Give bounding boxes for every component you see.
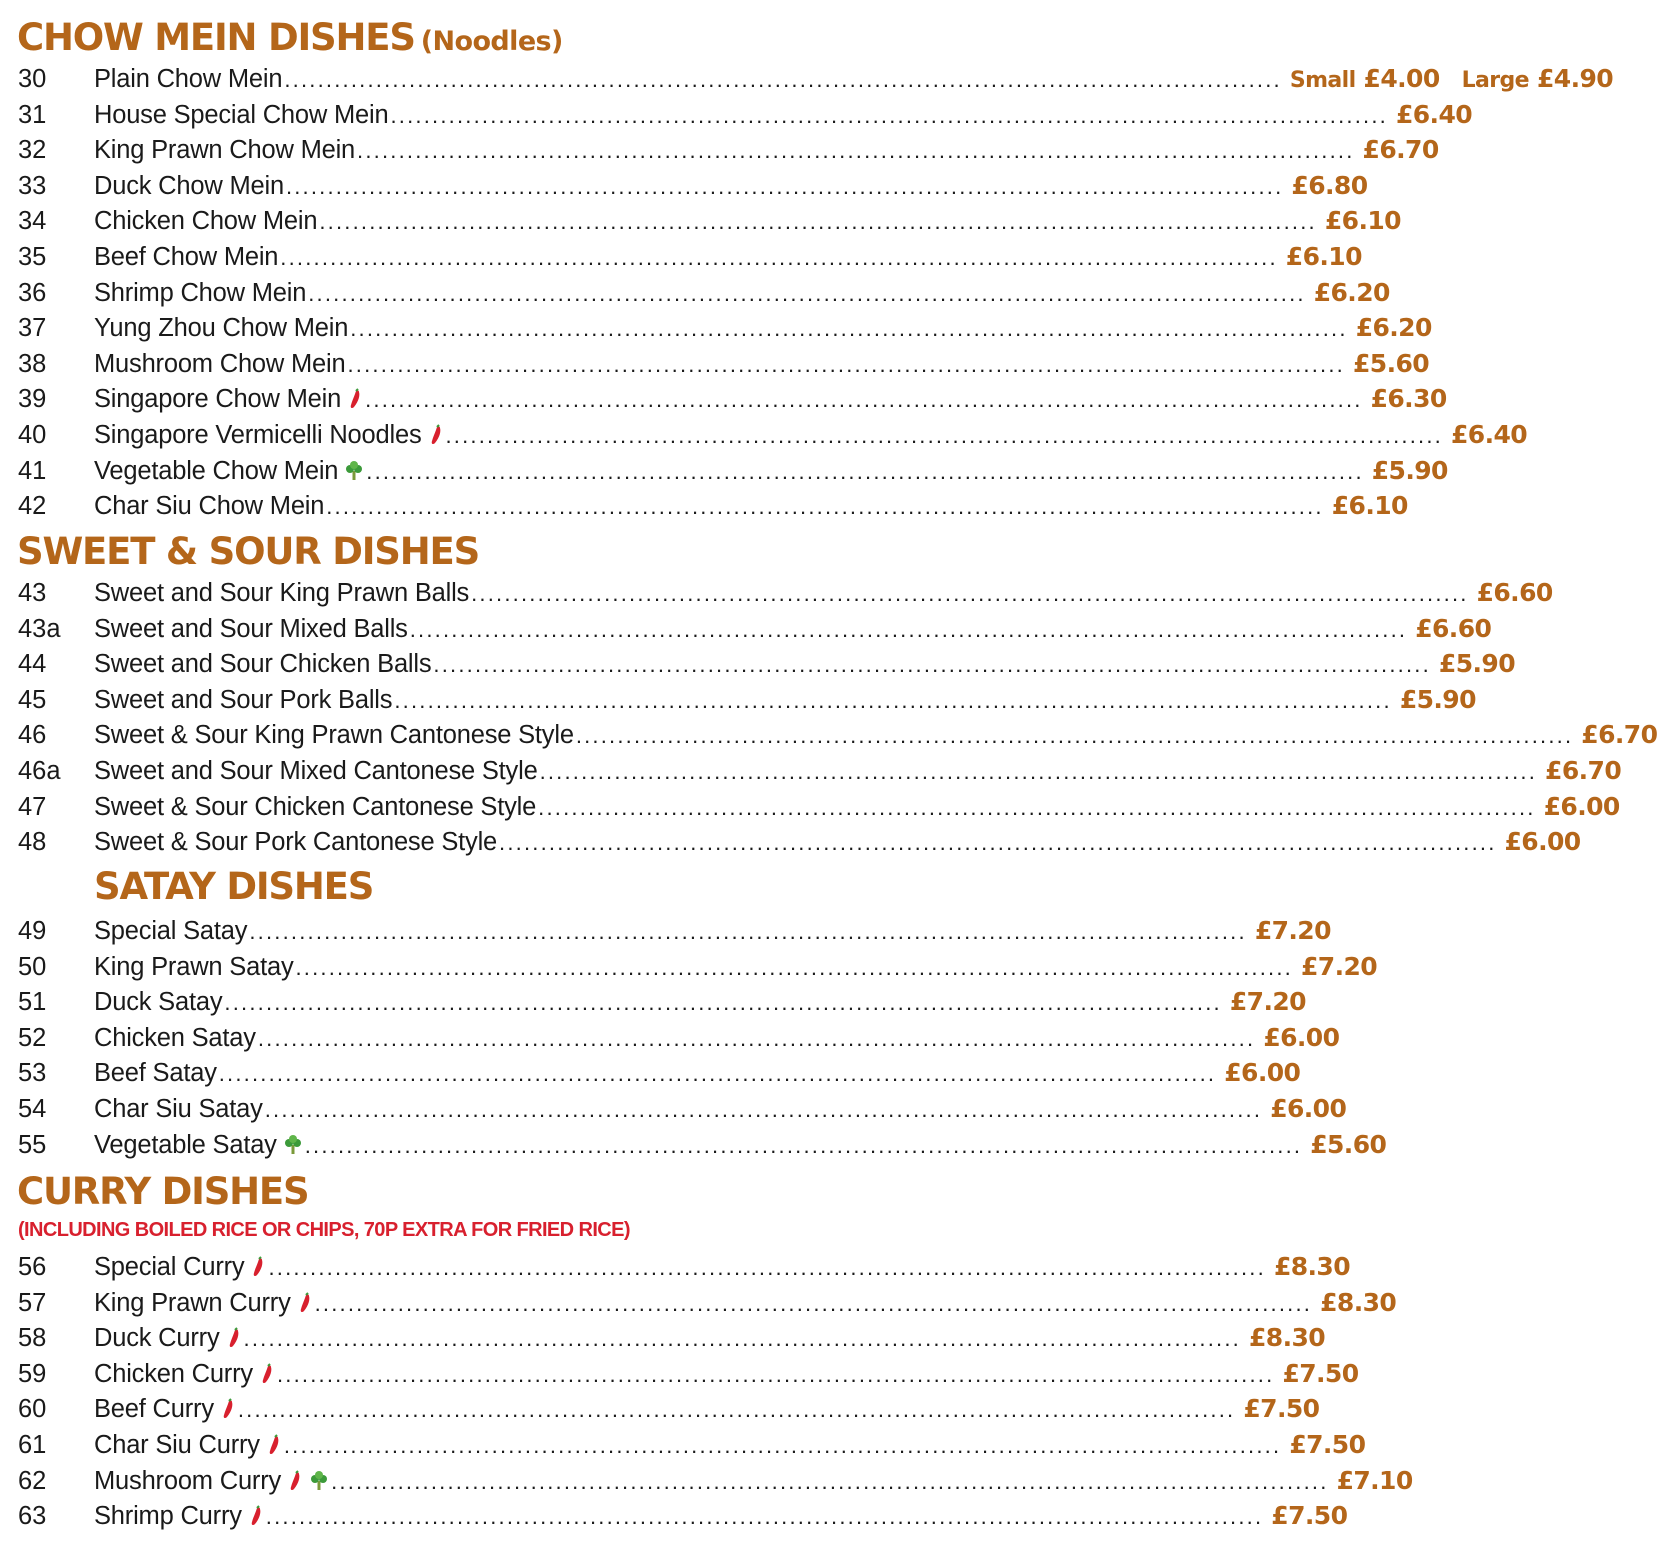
item-name: Chicken Satay — [94, 1023, 256, 1052]
item-name: Duck Curry — [94, 1324, 220, 1353]
dot-leader: ........................................................................................................................ — [249, 919, 1247, 944]
menu-item — [0, 789, 1620, 825]
menu-item — [0, 1055, 1301, 1091]
item-name: Shrimp Chow Mein — [94, 278, 307, 307]
item-price: £6.10 — [1324, 206, 1401, 236]
dot-leader: ........................................................................................................................ — [304, 1132, 1303, 1158]
menu-item — [0, 1249, 1351, 1285]
item-price: £6.80 — [1291, 170, 1368, 200]
dot-leader: ........................................................................................................................ — [314, 1290, 1313, 1316]
vegetable-icon — [344, 455, 364, 475]
item-line — [94, 1391, 1320, 1428]
item-number: 45 — [18, 685, 47, 714]
item-name: Singapore Vermicelli Noodles — [94, 421, 422, 449]
dot-leader: ........................................................................................................................ — [237, 1397, 1236, 1423]
item-price: £6.00 — [1263, 1022, 1340, 1052]
section-subtitle: (Noodles) — [420, 26, 563, 57]
section-title-text: SATAY DISHES — [94, 865, 374, 908]
item-line — [94, 575, 1553, 612]
item-number: 55 — [18, 1130, 47, 1159]
item-name: Vegetable Chow Mein — [94, 456, 339, 485]
menu-item — [0, 1320, 1326, 1356]
size-label-small: Small — [1289, 68, 1356, 93]
item-name: Duck Satay — [94, 988, 223, 1017]
menu-item — [0, 1498, 1348, 1534]
item-price: £7.10 — [1336, 1465, 1413, 1495]
section-title — [17, 1172, 308, 1212]
item-number: 31 — [18, 100, 47, 129]
item-price: £7.50 — [1282, 1358, 1359, 1388]
chili-icon — [287, 1465, 303, 1485]
item-icons — [277, 1127, 303, 1147]
item-number: 48 — [18, 828, 47, 857]
item-name: Vegetable Satay — [94, 1130, 277, 1159]
item-name: Mushroom Curry — [94, 1466, 282, 1495]
item-price: £6.70 — [1362, 135, 1439, 165]
item-line — [94, 611, 1492, 648]
item-icons — [242, 1498, 264, 1518]
item-price: £6.60 — [1476, 578, 1553, 607]
dot-leader: ........................................................................................................................ — [575, 723, 1574, 749]
item-number: 33 — [18, 171, 47, 200]
item-name: Duck Chow Mein — [94, 171, 284, 200]
menu-item — [0, 824, 1581, 860]
chili-icon — [220, 1393, 236, 1413]
item-name: Special Curry — [94, 1253, 245, 1281]
item-line — [94, 132, 1439, 169]
dot-leader: ........................................................................................................................ — [365, 387, 1363, 413]
dot-leader: ........................................................................................................................ — [265, 1504, 1264, 1530]
dot-leader: ........................................................................................................................ — [331, 1468, 1329, 1494]
item-number: 32 — [18, 136, 47, 165]
menu-item — [0, 61, 1614, 97]
menu-item — [0, 203, 1401, 239]
item-price: £8.30 — [1273, 1252, 1351, 1281]
item-price: £6.00 — [1270, 1094, 1347, 1123]
item-number: 47 — [18, 792, 47, 821]
dot-leader: ........................................................................................................................ — [285, 173, 1284, 199]
item-name: Sweet & Sour King Prawn Cantonese Style — [94, 721, 574, 750]
item-icons — [341, 381, 363, 401]
menu-item — [0, 97, 1473, 133]
menu-item — [0, 717, 1657, 753]
item-number: 40 — [18, 421, 47, 449]
item-name: Beef Chow Mein — [94, 243, 279, 271]
dot-leader: ........................................................................................................................ — [283, 1433, 1282, 1458]
dot-leader: ........................................................................................................................ — [276, 1361, 1275, 1387]
item-number: 60 — [18, 1395, 47, 1424]
item-icons — [214, 1391, 236, 1411]
dot-leader: ........................................................................................................................ — [433, 652, 1431, 678]
vegetable-icon — [309, 1465, 329, 1485]
item-price: £5.90 — [1371, 455, 1448, 485]
section-title — [94, 867, 373, 907]
item-number: 56 — [18, 1253, 47, 1281]
item-number: 50 — [18, 952, 47, 981]
dot-leader: ........................................................................................................................ — [218, 1061, 1217, 1087]
menu-item — [0, 168, 1368, 204]
section-title-text: SWEET & SOUR DISHES — [17, 530, 480, 573]
item-price: £6.20 — [1355, 313, 1432, 343]
menu-item — [0, 310, 1432, 346]
item-line — [94, 1127, 1387, 1164]
item-name: Special Satay — [94, 917, 248, 945]
dot-leader: ........................................................................................................................ — [284, 67, 1282, 92]
item-price-small: £4.00 — [1363, 64, 1440, 93]
dot-leader: ........................................................................................................................ — [445, 423, 1443, 448]
item-price: £6.00 — [1504, 827, 1581, 857]
item-line — [94, 789, 1620, 826]
item-line — [94, 1249, 1351, 1286]
menu-item — [0, 949, 1378, 985]
item-number: 53 — [18, 1059, 47, 1088]
dot-leader: ........................................................................................................................ — [471, 581, 1469, 606]
dot-leader: ........................................................................................................................ — [308, 280, 1306, 306]
item-line — [94, 239, 1362, 276]
item-name: Beef Curry — [94, 1395, 214, 1424]
dot-leader: ........................................................................................................................ — [280, 245, 1278, 270]
item-name: Beef Satay — [94, 1059, 217, 1088]
vegetable-icon — [283, 1129, 303, 1149]
item-line — [94, 1320, 1326, 1357]
item-number: 49 — [18, 917, 47, 945]
item-number: 41 — [18, 456, 47, 485]
item-line — [94, 824, 1581, 861]
menu-item — [0, 1427, 1366, 1463]
item-price: £8.30 — [1320, 1287, 1397, 1317]
item-icons — [338, 453, 364, 473]
item-line — [94, 275, 1390, 312]
item-price: £6.10 — [1331, 491, 1408, 521]
item-name: Chicken Chow Mein — [94, 207, 318, 236]
item-icons — [253, 1356, 275, 1376]
section-title — [17, 532, 479, 572]
item-name: Sweet and Sour Pork Balls — [94, 685, 393, 714]
item-line — [94, 346, 1430, 383]
item-price: £6.00 — [1543, 791, 1620, 821]
item-number: 35 — [18, 243, 47, 271]
chili-icon — [226, 1322, 242, 1342]
item-price: £7.20 — [1300, 951, 1378, 981]
chili-icon — [297, 1287, 313, 1307]
chili-icon — [259, 1358, 275, 1378]
item-number: 51 — [18, 988, 47, 1017]
item-name: Yung Zhou Chow Mein — [94, 314, 349, 343]
item-price: £6.20 — [1313, 277, 1390, 307]
item-line — [94, 61, 1614, 99]
item-number: 44 — [18, 650, 47, 679]
dot-leader: ........................................................................................................................ — [224, 990, 1222, 1016]
item-price: £6.70 — [1545, 756, 1622, 785]
dot-leader: ........................................................................................................................ — [257, 1025, 1256, 1051]
item-line — [94, 417, 1528, 454]
item-line — [94, 1055, 1301, 1092]
menu-item — [0, 275, 1390, 311]
dot-leader: ........................................................................................................................ — [350, 316, 1348, 342]
item-name: Plain Chow Mein — [94, 65, 283, 93]
dot-leader: ........................................................................................................................ — [357, 138, 1355, 164]
menu-item — [0, 1356, 1359, 1392]
menu-item — [0, 984, 1306, 1020]
item-price: £6.30 — [1370, 384, 1447, 414]
item-price: £6.00 — [1224, 1058, 1301, 1088]
item-line — [94, 913, 1331, 950]
item-line — [94, 646, 1515, 683]
item-line — [94, 1498, 1348, 1535]
item-line — [94, 682, 1476, 719]
menu-item — [0, 646, 1515, 682]
item-number: 34 — [18, 207, 47, 236]
item-line — [94, 381, 1447, 418]
chili-icon — [266, 1429, 282, 1449]
item-name: House Special Chow Mein — [94, 100, 389, 129]
menu-item — [0, 1091, 1347, 1127]
item-name: Shrimp Curry — [94, 1502, 242, 1531]
dot-leader: ........................................................................................................................ — [499, 830, 1497, 856]
menu-item — [0, 381, 1447, 417]
chili-icon — [248, 1500, 264, 1520]
item-line — [94, 717, 1657, 754]
menu-item — [0, 488, 1408, 524]
item-icons — [281, 1463, 329, 1483]
chili-icon — [428, 419, 444, 439]
item-price: £6.40 — [1395, 99, 1473, 129]
menu-item — [0, 239, 1362, 275]
item-number: 43 — [18, 579, 47, 607]
item-number: 59 — [18, 1359, 47, 1388]
item-number: 61 — [18, 1431, 47, 1459]
dot-leader: ........................................................................................................................ — [366, 458, 1364, 484]
item-price: £6.70 — [1581, 720, 1657, 750]
item-number: 63 — [18, 1502, 47, 1531]
size-label-large: Large — [1461, 68, 1529, 93]
item-name: Char Siu Satay — [94, 1095, 263, 1123]
item-line — [94, 1020, 1340, 1057]
item-price: £6.60 — [1415, 613, 1492, 643]
section-note: (INCLUDING BOILED RICE OR CHIPS, 70P EXTRA FOR FRIED RICE) — [18, 1219, 630, 1241]
item-number: 52 — [18, 1023, 47, 1052]
item-name: Singapore Chow Mein — [94, 385, 342, 414]
dot-leader: ........................................................................................................................ — [295, 954, 1293, 980]
item-price: £7.50 — [1243, 1394, 1320, 1424]
item-name: Char Siu Chow Mein — [94, 492, 325, 521]
dot-leader: ........................................................................................................................ — [264, 1097, 1263, 1122]
item-line — [94, 203, 1401, 240]
item-number: 46a — [18, 757, 61, 785]
section-title-text: CURRY DISHES — [17, 1170, 309, 1213]
menu-item — [0, 453, 1448, 489]
item-price: £7.50 — [1271, 1501, 1348, 1531]
item-price: £7.20 — [1229, 987, 1306, 1017]
item-number: 62 — [18, 1466, 47, 1495]
menu-item — [0, 575, 1553, 611]
item-icons — [422, 417, 444, 437]
menu-item — [0, 1127, 1387, 1163]
dot-leader: ........................................................................................................................ — [409, 616, 1408, 642]
item-number: 58 — [18, 1324, 47, 1353]
item-price: £6.10 — [1285, 242, 1362, 271]
dot-leader: ........................................................................................................................ — [394, 687, 1392, 713]
item-number: 36 — [18, 278, 47, 307]
item-name: Sweet & Sour Pork Cantonese Style — [94, 828, 498, 857]
item-number: 54 — [18, 1095, 47, 1123]
item-number: 37 — [18, 314, 47, 343]
menu-item — [0, 132, 1439, 168]
dot-leader: ........................................................................................................................ — [390, 102, 1388, 128]
item-number: 46 — [18, 721, 47, 750]
item-price: £5.90 — [1438, 649, 1515, 679]
item-price: £5.60 — [1310, 1129, 1387, 1159]
item-name: Mushroom Chow Mein — [94, 349, 346, 378]
item-line — [94, 753, 1622, 790]
item-line — [94, 1427, 1366, 1464]
dot-leader: ........................................................................................................................ — [538, 794, 1536, 820]
item-line — [94, 453, 1448, 490]
item-icons — [260, 1427, 282, 1447]
dot-leader: ........................................................................................................................ — [347, 351, 1345, 377]
item-name: King Prawn Satay — [94, 952, 294, 981]
item-price: £5.90 — [1399, 684, 1476, 714]
item-line — [94, 949, 1378, 986]
item-price: £5.60 — [1352, 348, 1430, 378]
menu-item — [0, 682, 1476, 718]
item-price: £8.30 — [1249, 1323, 1326, 1353]
item-icons — [244, 1249, 266, 1269]
item-line — [94, 1463, 1413, 1500]
chili-icon — [250, 1251, 266, 1271]
chili-icon — [347, 383, 363, 403]
item-number: 57 — [18, 1288, 47, 1317]
item-name: King Prawn Curry — [94, 1288, 291, 1317]
item-line — [94, 984, 1306, 1021]
item-price: £7.50 — [1289, 1430, 1366, 1459]
item-price: £4.90 — [1537, 64, 1614, 93]
item-name: King Prawn Chow Mein — [94, 136, 356, 165]
item-name: Chicken Curry — [94, 1359, 253, 1388]
item-line — [94, 97, 1473, 134]
menu-item — [0, 913, 1331, 949]
menu-item — [0, 1391, 1320, 1427]
item-price: £6.40 — [1450, 420, 1528, 449]
menu-item — [0, 346, 1430, 382]
item-number: 38 — [18, 349, 47, 378]
menu-item — [0, 1285, 1397, 1321]
dot-leader: ........................................................................................................................ — [268, 1255, 1266, 1280]
item-line — [94, 1356, 1359, 1393]
item-number: 39 — [18, 385, 47, 414]
item-line — [94, 488, 1408, 525]
item-icons — [220, 1320, 242, 1340]
item-name: Sweet and Sour Mixed Cantonese Style — [94, 757, 538, 785]
item-price: £7.20 — [1254, 916, 1331, 945]
menu-item — [0, 753, 1622, 789]
section-title-text: CHOW MEIN DISHES — [17, 16, 415, 59]
item-line — [94, 1285, 1397, 1322]
dot-leader: ........................................................................................................................ — [319, 209, 1317, 235]
dot-leader: ........................................................................................................................ — [243, 1326, 1241, 1352]
item-name: Sweet and Sour King Prawn Balls — [94, 579, 470, 607]
item-line — [94, 1091, 1347, 1128]
item-line — [94, 168, 1368, 205]
menu-item — [0, 417, 1528, 453]
item-icons — [291, 1285, 313, 1305]
item-name: Sweet and Sour Mixed Balls — [94, 614, 408, 643]
item-line — [94, 310, 1432, 347]
item-number: 43a — [18, 614, 61, 643]
item-number: 30 — [18, 65, 47, 93]
item-name: Sweet and Sour Chicken Balls — [94, 650, 432, 679]
menu-item — [0, 1020, 1340, 1056]
item-name: Char Siu Curry — [94, 1431, 260, 1459]
dot-leader: ........................................................................................................................ — [539, 759, 1538, 784]
dot-leader: ........................................................................................................................ — [326, 494, 1324, 520]
menu-item — [0, 611, 1492, 647]
menu-item — [0, 1463, 1413, 1499]
section-title — [17, 18, 563, 62]
item-number: 42 — [18, 492, 47, 521]
item-name: Sweet & Sour Chicken Cantonese Style — [94, 792, 537, 821]
